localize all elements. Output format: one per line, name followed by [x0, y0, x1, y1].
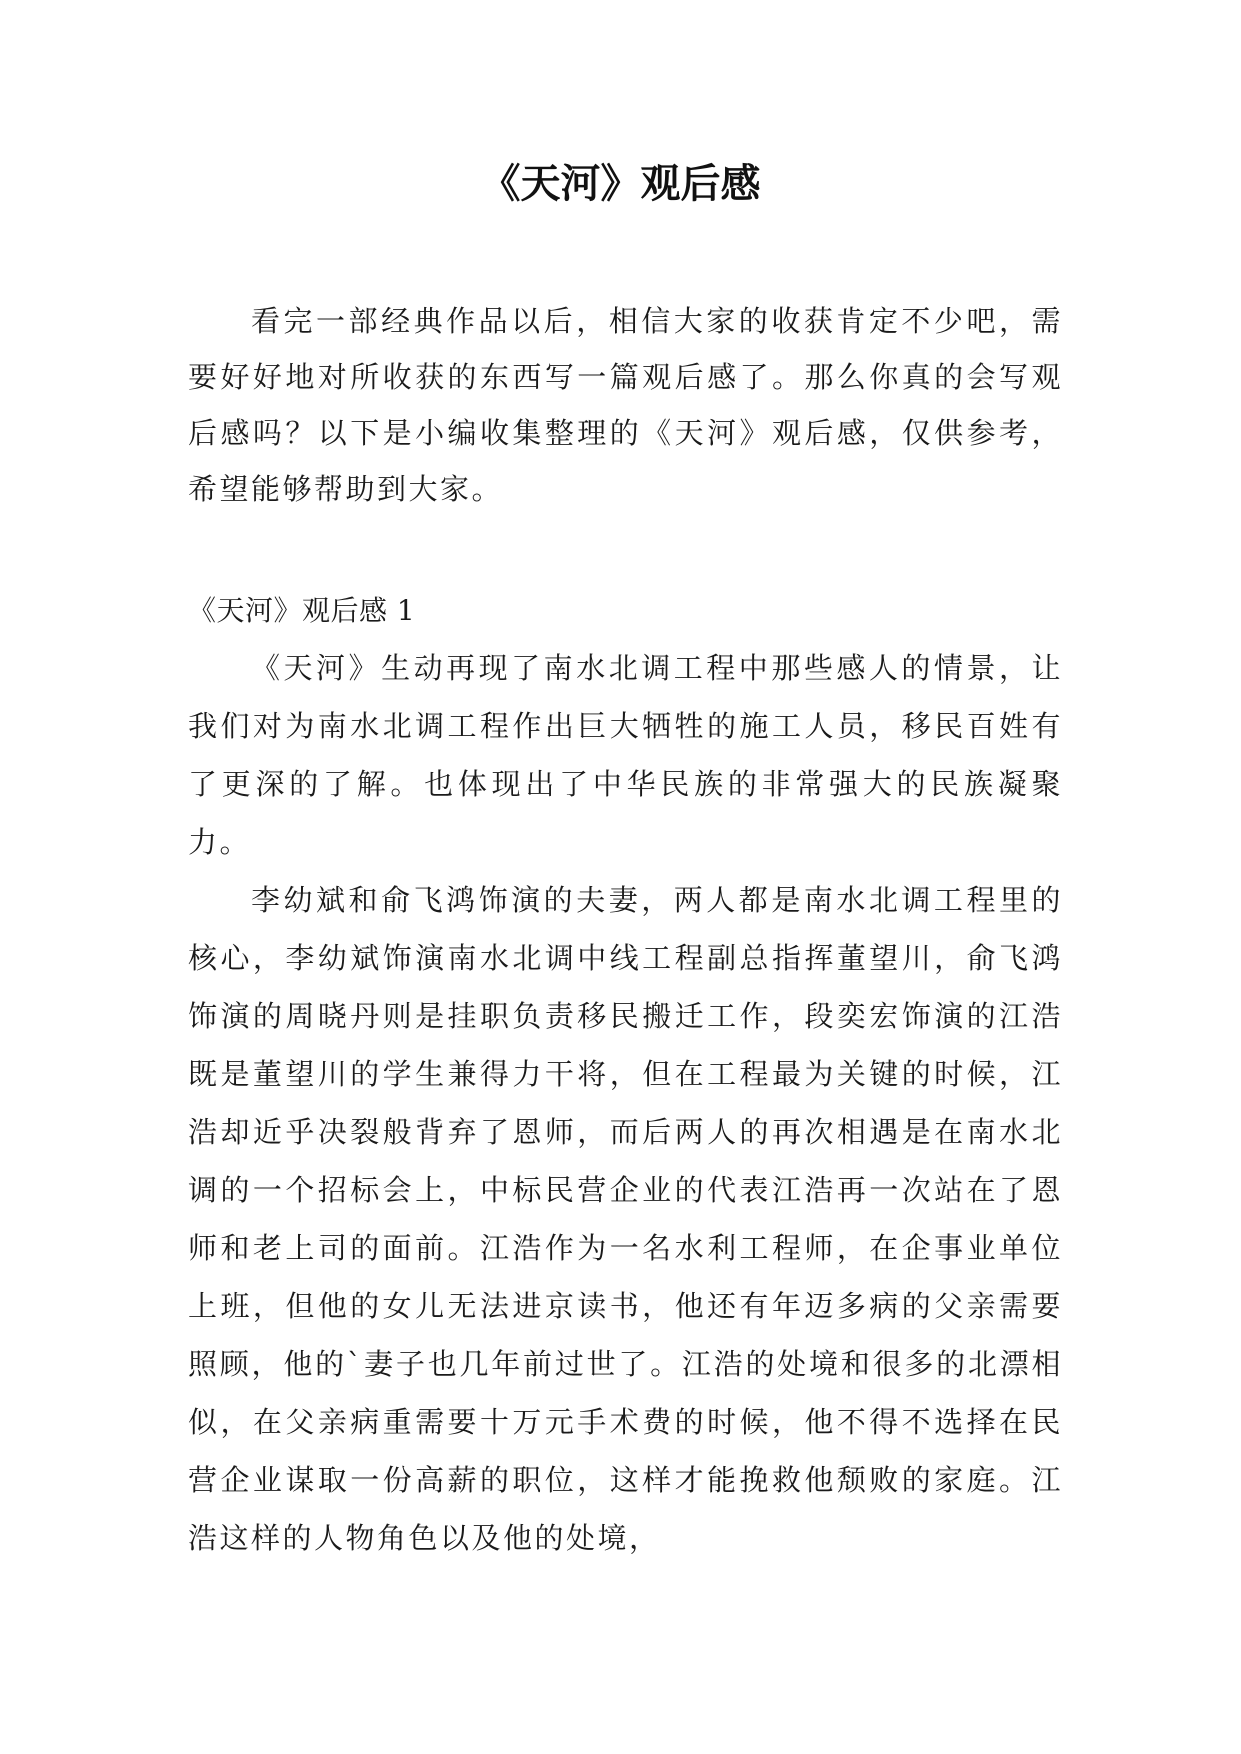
section-paragraph-2: 李幼斌和俞飞鸿饰演的夫妻，两人都是南水北调工程里的核心，李幼斌饰演南水北调中线工程副总指挥董望川，俞飞鸿饰演的周晓丹则是挂职负责移民搬迁工作，段奕宏饰演的江浩既是董望川的学生兼得力干将，但在工程最为关键的时候，江浩却近乎决裂般背弃了恩师，而后两人的再次相遇是在南水北调的一个招标会上，中标民营企业的代表江浩再一次站在了恩师和老上司的面前。江浩作为一名水利工程师，在企事业单位上班，但他的女儿无法进京读书，他还有年迈多病的父亲需要照顾，他的`妻子也几年前过世了。江浩的处境和很多的北漂相似，在父亲病重需要十万元手术费的时候，他不得不选择在民营企业谋取一份高薪的职位，这样才能挽救他颓败的家庭。江浩这样的人物角色以及他的处境， — [188, 883, 1063, 1555]
intro-paragraph: 看完一部经典作品以后，相信大家的收获肯定不少吧，需要好好地对所收获的东西写一篇观后感了。那么你真的会写观后感吗？以下是小编收集整理的《天河》观后感，仅供参考，希望能够帮助到大家。 — [188, 304, 1063, 506]
document-title: 《天河》观后感 — [480, 161, 761, 207]
section-heading: 《天河》观后感 1 — [188, 594, 416, 627]
section-paragraph-1: 《天河》生动再现了南水北调工程中那些感人的情景，让我们对为南水北调工程作出巨大牺牲的施工人员，移民百姓有了更深的了解。也体现出了中华民族的非常强大的民族凝聚力。 — [188, 651, 1063, 859]
section-1 — [188, 583, 1063, 1567]
intro-block — [188, 293, 1063, 517]
